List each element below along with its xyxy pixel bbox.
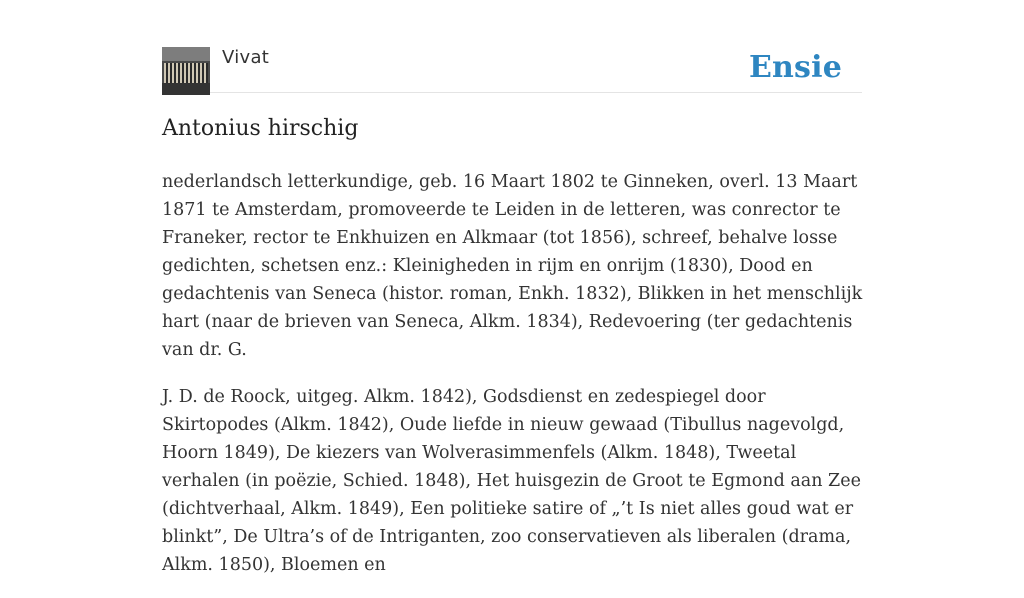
paragraph: J. D. de Roock, uitgeg. Alkm. 1842), Godsdienst en zedespiegel door Skirtopodes (Alkm. 1842), Oude liefde in nieuw gewaad (Tibullus nagevolgd, Hoorn 1849), De kiezers van Wolverasimmenfels (Alkm. 1848), Tweetal verhalen (in poëzie, Schied. 1848), Het huisgezin de Groot te Egmond aan Zee (dichtverhaal, Alkm. 1849), Een politieke satire of „’t Is niet alles goud wat er blinkt”, De Ultra’s of de Intriganten, zoo conservatieven als liberalen (drama, Alkm. 1850), Bloemen en — [162, 387, 861, 575]
brand-logo[interactable]: Ensie — [748, 50, 842, 85]
article-body — [162, 168, 867, 598]
avatar[interactable] — [162, 47, 210, 95]
username[interactable]: Vivat — [222, 47, 270, 68]
header — [162, 46, 862, 93]
bookshelf-icon — [162, 47, 210, 95]
page-title: Antonius hirschig — [162, 116, 359, 141]
paragraph: nederlandsch letterkundige, geb. 16 Maart 1802 te Ginneken, overl. 13 Maart 1871 te Amsterdam, promoveerde te Leiden in de letteren, was conrector te Franeker, rector te Enkhuizen en Alkmaar (tot 1856), schreef, behalve losse gedichten, schetsen enz.: Kleinigheden in rijm en onrijm (1830), Dood en gedachtenis van Seneca (histor. roman, Enkh. 1832), Blikken in het menschlijk hart (naar de brieven van Seneca, Alkm. 1834), Redevoering (ter gedachtenis van dr. G. — [162, 172, 863, 360]
